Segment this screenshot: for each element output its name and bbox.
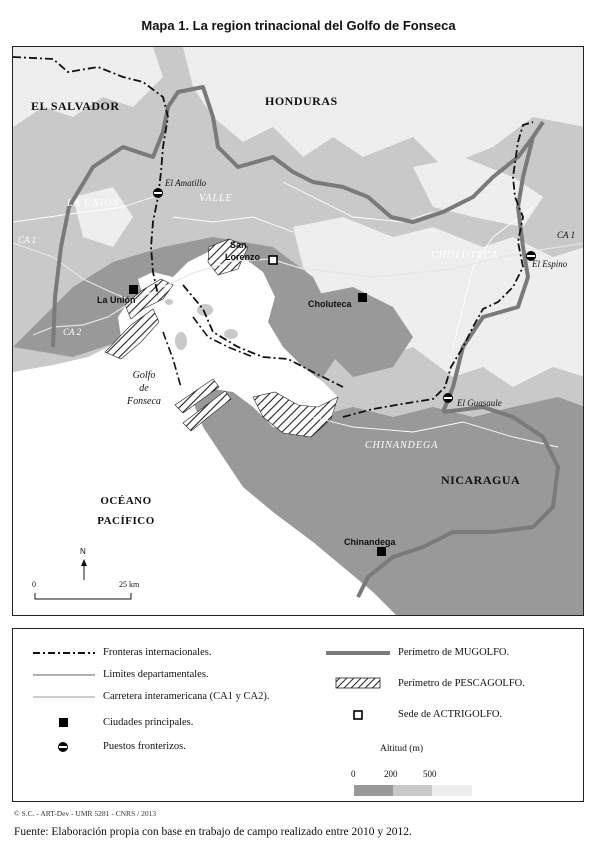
label-city-chinandega: Chinandega xyxy=(344,537,396,547)
legend-international-borders: Fronteras internacionales. xyxy=(33,647,211,658)
legend-border-symbol xyxy=(33,650,95,656)
legend-actrigolfo-symbol xyxy=(326,710,390,720)
legend-main-cities: Ciudades principales. xyxy=(33,717,193,728)
label-honduras: HONDURAS xyxy=(265,94,338,108)
legend-actrigolfo: Sede de ACTRIGOLFO. xyxy=(326,709,502,720)
label-city-san-lorenzo-1: San xyxy=(230,240,247,250)
label-ca2: CA 2 xyxy=(63,327,82,337)
border-post-el-guasaule xyxy=(443,393,453,403)
label-el-espino: El Espino xyxy=(532,259,568,269)
altitude-swatch-low xyxy=(354,785,393,796)
scale-max: 25 km xyxy=(119,580,140,589)
legend-highway-symbol xyxy=(33,694,95,700)
legend-altitude-swatches xyxy=(354,785,472,796)
legend-city-symbol xyxy=(33,718,95,728)
label-dept-choluteca: CHOLUTECA xyxy=(431,250,499,261)
legend-altitude-title: Altitud (m) xyxy=(380,744,424,754)
altitude-swatch-high xyxy=(432,785,472,796)
city-marker-la-union xyxy=(129,285,138,294)
north-label: N xyxy=(80,547,86,556)
label-el-salvador: EL SALVADOR xyxy=(31,99,120,113)
label-city-choluteca: Choluteca xyxy=(308,299,352,309)
legend-highway: Carretera interamericana (CA1 y CA2). xyxy=(33,691,269,702)
label-pacific-ocean: OCÉANO PACÍFICO xyxy=(97,495,155,527)
map-credit: © S.C. - ART-Dev - UMR 5281 - CNRS / 2013 xyxy=(14,809,157,818)
source-note: Fuente: Elaboración propia con base en trabajo de campo realizado entre 2010 y 2012. xyxy=(14,826,412,838)
legend-pescagolfo: Perímetro de PESCAGOLFO. xyxy=(326,677,525,689)
legend-department-symbol xyxy=(33,672,95,678)
legend-pescagolfo-symbol xyxy=(326,677,390,689)
legend-mugolfo-symbol xyxy=(326,650,390,656)
label-el-guasaule: El Guasaule xyxy=(457,398,502,408)
legend xyxy=(12,628,584,802)
altitude-swatch-mid xyxy=(393,785,432,796)
label-ca1-east: CA 1 xyxy=(557,230,576,240)
label-gulf-of-fonseca: Golfo de Fonseca xyxy=(127,370,161,407)
legend-department-limits: Limites departamentales. xyxy=(33,669,209,680)
label-dept-valle: VALLE xyxy=(199,193,233,204)
label-city-la-union: La Unión xyxy=(97,295,136,305)
label-nicaragua: NICARAGUA xyxy=(441,473,521,487)
legend-altitude-tick-200: 200 xyxy=(384,769,398,779)
map xyxy=(12,46,584,616)
city-marker-chinandega xyxy=(377,547,386,556)
legend-altitude-tick-0: 0 xyxy=(351,769,356,779)
legend-mugolfo: Perímetro de MUGOLFO. xyxy=(326,647,509,658)
label-el-amatillo: El Amatillo xyxy=(165,178,207,188)
legend-border-post-symbol xyxy=(33,742,95,752)
label-dept-la-union: LA UNION xyxy=(67,198,121,209)
actrigolfo-seat-marker xyxy=(269,256,277,264)
map-title: Mapa 1. La region trinacional del Golfo de Fonseca xyxy=(141,18,456,33)
border-post-el-amatillo xyxy=(153,188,163,198)
city-marker-choluteca xyxy=(358,293,367,302)
legend-border-posts: Puestos fronterizos. xyxy=(33,741,186,752)
label-ca1-west: CA 1 xyxy=(18,235,37,245)
legend-altitude-tick-500: 500 xyxy=(423,769,437,779)
scale-zero: 0 xyxy=(32,580,36,589)
label-city-san-lorenzo-2: Lorenzo xyxy=(225,252,260,262)
label-dept-chinandega: CHINANDEGA xyxy=(365,440,439,451)
